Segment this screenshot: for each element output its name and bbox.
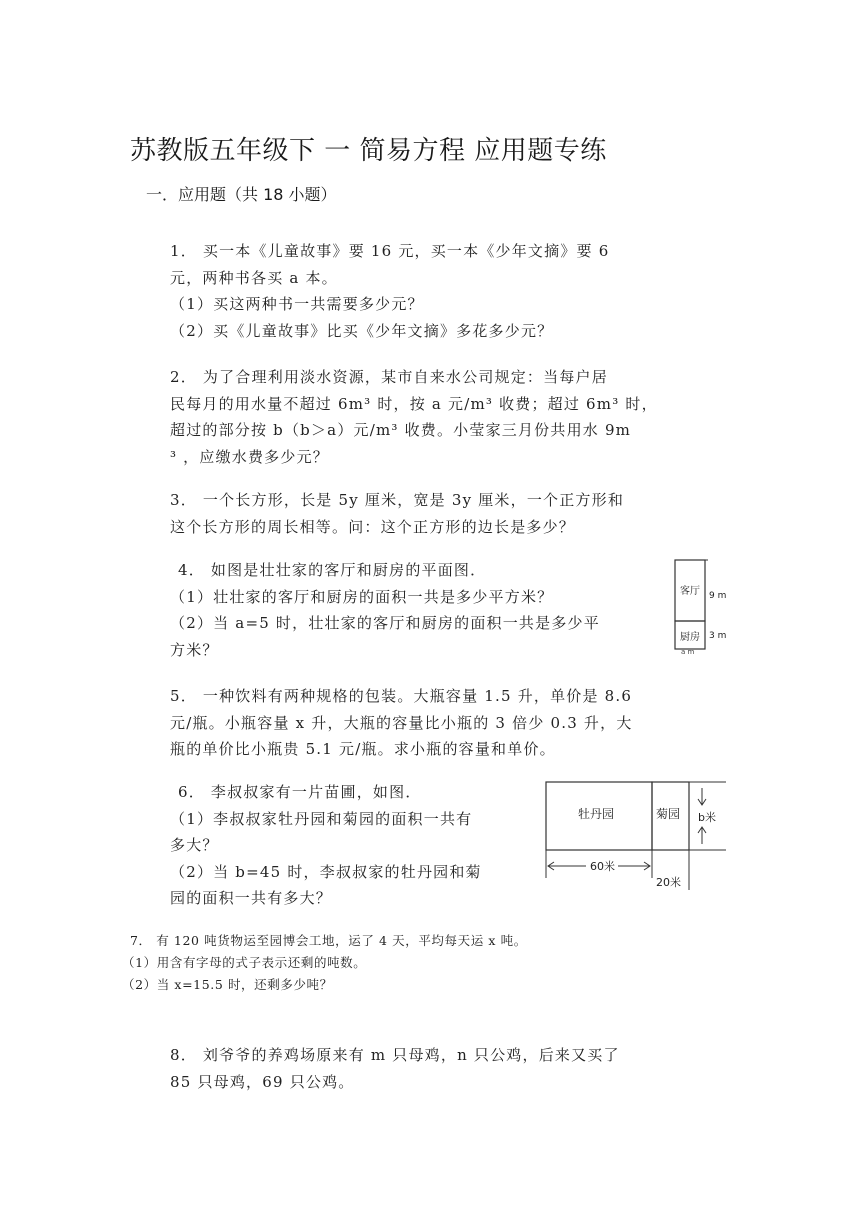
question-line: （2）当 a=5 时，壮壮家的客厅和厨房的面积一共是多少平: [170, 614, 600, 632]
peony-garden-label: 牡丹园: [578, 807, 615, 821]
floor-plan-figure: [672, 558, 742, 654]
kitchen-dim: 3 m: [709, 631, 727, 641]
question-line: 民每月的用水量不超过 6m³ 时，按 a 元/m³ 收费；超过 6m³ 时，: [170, 394, 658, 413]
section-heading: 一．应用题（共 18 小题）: [146, 185, 337, 204]
question-line: 2． 为了合理利用淡水资源，某市自来水公司规定：当每户居: [170, 368, 608, 386]
question-line: 这个长方形的周长相等。问：这个正方形的边长是多少？: [170, 517, 576, 536]
chrysanthemum-garden-label: 菊园: [656, 807, 681, 821]
question-line: （2）买《儿童故事》比买《少年文摘》多花多少元？: [170, 321, 554, 340]
question-line: 方米？: [170, 640, 219, 659]
living-room-dim: 9 m: [709, 591, 727, 601]
kitchen-label: 厨房: [680, 632, 700, 643]
question-line: （1）买这两种书一共需要多少元？: [170, 295, 424, 313]
question-2: [170, 364, 658, 470]
question-8: [170, 1042, 620, 1095]
question-line: ³ ，应缴水费多少元？: [170, 447, 329, 466]
question-line: （1）壮壮家的客厅和厨房的面积一共是多少平方米？: [170, 587, 554, 606]
question-line: （2）当 x=15.5 时，还剩多少吨？: [122, 977, 333, 992]
question-1: [170, 238, 609, 344]
question-line: 元/瓶。小瓶容量 x 升，大瓶的容量比小瓶的 3 倍少 0.3 升，大: [170, 713, 633, 732]
height-label: b米: [698, 811, 716, 824]
question-line: 85 只母鸡，69 只公鸡。: [170, 1072, 355, 1091]
nursery-figure: [542, 778, 730, 890]
question-line: 1． 买一本《儿童故事》要 16 元，买一本《少年文摘》要 6: [170, 242, 610, 260]
question-line: （1）用含有字母的式子表示还剩的吨数。: [122, 955, 367, 970]
question-line: 瓶的单价比小瓶贵 5.1 元/瓶。求小瓶的容量和单价。: [170, 740, 556, 758]
question-6: [170, 779, 482, 912]
question-line: 8． 刘爷爷的养鸡场原来有 m 只母鸡，n 只公鸡，后来又买了: [170, 1046, 620, 1064]
question-7: [122, 930, 527, 996]
question-4: [170, 557, 600, 663]
question-line: 超过的部分按 b（b＞a）元/m³ 收费。小莹家三月份共用水 9m: [170, 421, 632, 439]
width-60-label: 60米: [590, 860, 615, 873]
question-5: [170, 683, 633, 763]
question-3: [170, 487, 624, 540]
question-line: （2）当 b=45 时，李叔叔家的牡丹园和菊: [170, 862, 482, 881]
question-line: 4． 如图是壮壮家的客厅和厨房的平面图．: [178, 561, 487, 579]
question-line: 元，两种书各买 a 本。: [170, 268, 338, 287]
question-line: 多大？: [170, 836, 219, 854]
question-line: （1）李叔叔家牡丹园和菊园的面积一共有: [170, 809, 473, 828]
page-title: 苏教版五年级下 一 简易方程 应用题专练: [130, 136, 607, 166]
question-line: 7． 有 120 吨货物运至园博会工地，运了 4 天，平均每天运 x 吨。: [130, 933, 527, 948]
question-line: 园的面积一共有多大？: [170, 889, 333, 907]
question-line: 5． 一种饮料有两种规格的包装。大瓶容量 1.5 升，单价是 8.6: [170, 687, 633, 705]
width-20-label: 20米: [656, 876, 681, 889]
width-dim: a m: [681, 648, 695, 654]
question-line: 3． 一个长方形，长是 5y 厘米，宽是 3y 厘米，一个正方形和: [170, 491, 625, 509]
living-room-label: 客厅: [680, 586, 700, 597]
question-line: 6． 李叔叔家有一片苗圃，如图．: [178, 783, 422, 801]
